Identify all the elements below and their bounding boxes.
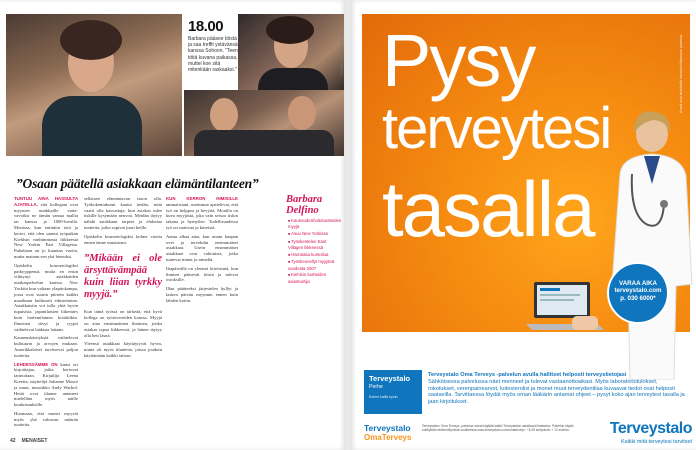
paragraph-lead: TUNTUU AINA HASSULTA AJATELLA, [14,196,78,207]
paragraph [166,196,238,231]
photo-friends-street [184,90,344,156]
page-footer [10,438,47,444]
brand-left [364,424,411,442]
screen-bar [540,288,560,291]
paragraph [14,196,78,260]
profile-fact: ■ Harrastaa kuntoilua [288,252,342,258]
screen-line [540,299,574,301]
paragraph [14,362,78,408]
profile-name: Barbara Delfino [286,194,323,216]
badge-line-3: p. 030 6000* [620,294,656,302]
info-heading: Terveystalo Oma Terveys -palvelun avulla hallitset helposti terveystietojasi [428,372,627,378]
article-headline: ”Osaan päätellä asiakkaan elämäntilanteen” [16,176,259,191]
small-print: Terveystalon Oma Terveys -palvelua voivat käyttää kaikki Terveystalon asiakkaat ilmaiseksi. Palvelun käyttö edellyttää rekisteröitymistä osoitteessa www.terveystalo.com/omaterveys. * 8,35 snt/puhelu + 12 snt/min. [422,424,574,432]
right-page-ad [350,0,696,450]
paragraph [84,309,162,338]
paragraph-text: Aamu alkaa aina, kun avaan kaupan ovet ja tervehdin ensimmäiset asiakkaat. Usein ensimmäiset asiakkaat ovat vakituisia, jotka tuntevat minut jo nimeltä. [166,233,238,262]
ad-headline-line-1: Pysy [382,19,535,102]
laptop-illustration [526,276,604,334]
paragraph-text: Opiskelin kosmetologiksi paikyyppensä, mutta en ensin viihtynyt asiakkaiden asiakaspalvelun kanssa. New Yorkiin kun valtaan ylapitokampa, jossa ovat suurin piirtein kaikki maailman kulttuurit edustettuina. Asiakkaisiin voi tulla yhtä hyvin tupaisista, japanilaisien liikemies kuin harlemilainen kotiäitikin. Ihmisten sävyt ja tyypit vaihtelevat laidasta laitaan. [14,262,78,332]
page-number: 42 [10,438,16,444]
paragraph-lead: LEHDESSÄMME ON [14,361,58,367]
ad-disclaimer: Kuvat ovat tarkoitettu havainnollistamaan palvelua. [679,34,683,113]
brand-logo-right: Terveystalo [609,420,692,437]
book-appointment-badge[interactable] [607,262,669,324]
paragraph-text: että kollegani ovat myyneet asiakkaille varta-vavoiksi ne tämän samaa mallia tai kanssa jo 1800-luvulla. Monissa, kun entinkin totti ja kertoi, että olen saanut työpaikan Kiehlsin vanhimmasta liikkeestä New Yorkin East Villagesta. Puhaltaan on jo kuuntaa vuotta, mutta mainun sen yhä hienoksi. [14,201,78,259]
profile-fact: ■ Työskentelee East Villagen liikkeessä [288,239,342,251]
photo-credit: KUVAT: KIRSI TUURA • ELLI [340,30,344,75]
info-text: Sähköisessa palvelussa näet menneet ja tulevat vastaanottoaikasi. Myös laboratoriotulokset, rokotukset, verenpainearvot, kolesterolisi ja monet muut terveydentilaa kuvaavat tiedot ovat helposti saatavilla. Tarvittaessa löydät myös oman lääkärin antamat ohjeet – pysyt koko ajan terveytesi tasalla ja jaan kirjoitukset. [428,379,685,405]
brand-left-sub: OmaTerveys [364,433,412,442]
badge-line-1: VARAA AIKA [619,280,657,287]
ad-headline-line-3: tasalla [382,165,594,253]
badge-line-2[interactable]: terveystalo.com [614,287,662,295]
oma-terveys-logo-box [364,370,422,414]
profile-fact: ■ Asuu New Yorkissa [288,231,342,237]
doctor-illustration [602,104,696,380]
coat-shape [258,68,328,90]
paragraph-text: Illan päätteeksi järjestelen hyllyt ja lasken päivän myynnin ennen kuin lähden kotiin. [166,286,238,303]
paragraph-text: ammatistani, useimmat ajattelevat, että työ on helppoa ja kevyttä. Monilla on kuva myyjästä, joka vain seisoo tiskin takana ja hymyilee. Todellisuudessa työ on vaativaa ja kiireistä. [166,201,238,230]
paragraph [14,411,78,428]
face-shape [288,96,316,130]
photo-woman-on-phone [6,14,182,156]
paragraph-text: Iltapäivällä on yleensä kiireisintä, kun ihmiset pääsevät töistä ja tulevat ostoksille. [166,265,238,283]
logo-footnote: Kolme kallis hyvin [369,395,398,399]
paragraph-text: Kun tämä työssä on tärkeää, että hyvä kollega on työtovereiden kanssa. Myyjä on aina ensimmäinen ihminen, jonka asiakas tapaa liikkeessä, ja hänen täytyy olla heti läsnä. [84,309,162,338]
paragraph-text: Huomaan, että monet myyvät myös yhä valtavan määrän tuotteita. [14,410,78,428]
paragraph [84,196,162,231]
screen-line [540,294,580,296]
profile-fact: ■ Kiehlsin tuotteiden asiantuntija [288,272,342,284]
paragraph [166,266,238,283]
coat-shape [42,96,142,156]
magazine-name: MENAISET [21,438,48,444]
photo-woman-laughing [238,14,344,90]
paragraph [14,263,78,333]
paragraph-text: sellaisen elämäntavan tason olla. Työkokemukseni kautta tiedän, mitä vaatii olla kasvattaja, kun asiakas tulee tiskille kysymään neuvoa. Meidän täytyy nähdä asiakkaan tarpeet ja ehdottaa tuotteita, jotka sopivat juuri heille. [84,196,162,230]
ad-headline-line-2: terveytesi [382,96,611,161]
hair-shape [60,20,122,60]
article-column-1 [14,196,78,431]
left-page [0,0,346,450]
logo-subtitle: Perhe [369,384,383,390]
time-label: 18.00 [188,18,224,35]
brand-tagline: Kaikki mitä terveytesi tarvitset [621,439,692,445]
paragraph-text: Opiskelin kosmetologiksi kolme vuotta ennen tänne muuttoani. [84,233,162,245]
brand-left-name: Terveystalo [364,423,411,433]
face-shape [210,98,238,132]
time-caption: Barbara pääsee töistä ja saa treffit ystävänsä kanssa Sohoon. "Teen töitä kuvana paikassa, muttei koe sitä mitenkään raskaaksi." [188,36,238,74]
article-column-2 [84,196,162,362]
paragraph [84,341,162,358]
hand-shape [572,316,598,330]
paragraph-text: kuusi eri kirjoittajaa, jotka kertovat tarinoitaan. Kirjailija Leena Kreetta, näyttelijä Julianne Moore ja muut, muusikko Andy Warhol. Heitä ovat tilanne antaneet mielelläni myös näille kuuluisuuksille. [14,361,78,408]
pull-quote: ”Mikään ei ole ärsyttävämpää kuin liian tyrkky myyjä.” [84,253,162,301]
profile-fact: ■ Työskennellyt myyjänä vuodesta 2007 [288,259,342,271]
paragraph-text: Yleensä asiakkaat käyttäytyvät hyvin, mutta oli myös tilanteita, joissa jouduin käyttämään kaikki taitoni. [84,341,162,358]
coat-shape [194,130,334,156]
article-column-3 [166,196,238,307]
paragraph-lead: KUN KERRON IHMISILLE [166,196,238,201]
profile-facts [288,218,342,285]
stethoscope-head [660,200,668,208]
profile-fact: ■ Kauneudenhoitotuotteiden myyjä [288,218,342,230]
hair-shape [266,16,314,44]
paragraph-text: Kauneuskäsityksiä vaihtelevat kulttuurin ja arvojen mukaan. Amerikkalaiset tarvitsevat paljon tuotteita. [14,335,78,358]
paragraph [166,234,238,263]
time-caption-box [188,18,238,90]
paragraph [84,234,162,246]
paragraph [166,286,238,303]
paragraph [14,335,78,358]
logo-title: Terveystalo [369,374,411,383]
